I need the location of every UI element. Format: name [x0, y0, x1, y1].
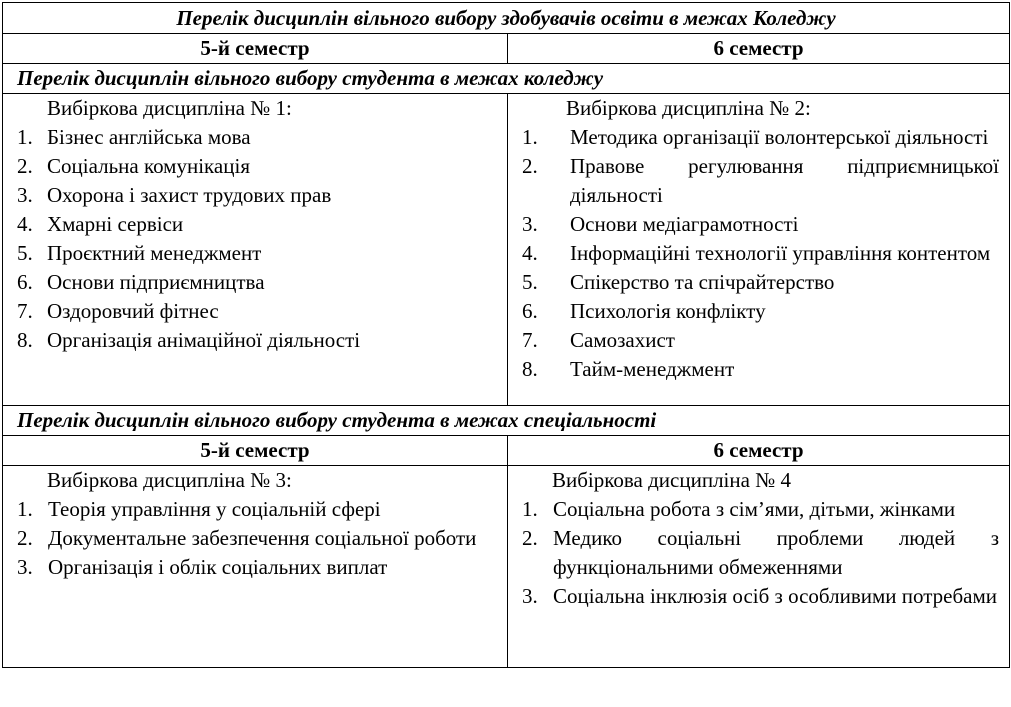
list-item-number: 2.: [17, 526, 33, 550]
list-item-text: Охорона і захист трудових прав: [47, 183, 332, 207]
list-item-number: 7.: [17, 299, 33, 323]
semester-5-header-2: 5-й семестр: [3, 436, 508, 466]
list-item-number: 5.: [17, 241, 33, 265]
list-item-number: 6.: [17, 270, 33, 294]
list-item-text: Основи підприємництва: [47, 270, 265, 294]
semester-5-header: 5-й семестр: [3, 34, 508, 64]
list-item-text: Інформаційні технології управління контентом: [570, 241, 991, 265]
list-item-text: Проєктний менеджмент: [47, 241, 262, 265]
elective-4-list: [522, 495, 999, 611]
list-item-number: 6.: [522, 299, 538, 323]
section-heading-row-2: [3, 406, 1010, 436]
elective-1-cell: [3, 94, 508, 406]
list-item-text: Соціальна комунікація: [47, 154, 250, 178]
list-item-number: 5.: [522, 270, 538, 294]
list-item-text: Соціальна робота з сім’ями, дітьми, жінками: [553, 497, 956, 521]
list-item-text: Документальне забезпечення соціальної роботи: [48, 526, 477, 550]
list-item-text: Бізнес англійська мова: [47, 125, 251, 149]
list-item-number: 3.: [522, 212, 538, 236]
list-item-number: 1.: [522, 125, 538, 149]
list-item-text: Психологія конфлікту: [570, 299, 766, 323]
list-item: [17, 239, 497, 268]
list-item: [522, 210, 999, 239]
list-item: [17, 181, 497, 210]
section-body-row-2: [3, 466, 1010, 668]
elective-4-cell: [508, 466, 1010, 668]
list-item: [522, 297, 999, 326]
list-item-text: Оздоровчий фітнес: [47, 299, 219, 323]
list-item-number: 1.: [522, 497, 538, 521]
section-heading-college: Перелік дисциплін вільного вибору студента в межах коледжу: [3, 64, 1010, 94]
elective-1-list: [17, 123, 497, 355]
elective-2-subtitle: Вибіркова дисципліна № 2:: [566, 96, 811, 120]
list-item: [17, 553, 497, 582]
elective-1-subtitle: Вибіркова дисципліна № 1:: [47, 96, 292, 120]
section-heading-row-1: [3, 64, 1010, 94]
list-item-text: Хмарні сервіси: [47, 212, 184, 236]
section-heading-specialty: Перелік дисциплін вільного вибору студента в межах спеціальності: [3, 406, 1010, 436]
semester-6-header: 6 семестр: [508, 34, 1010, 64]
list-item-text: Спікерство та спічрайтерство: [570, 270, 835, 294]
list-item-number: 8.: [17, 328, 33, 352]
list-item-text: Медико соціальні проблеми людей з функціональними обмеженнями: [553, 526, 999, 579]
list-item: [17, 123, 497, 152]
list-item-text: Соціальна інклюзія осіб з особливими потребами: [553, 584, 997, 608]
list-item-text: Основи медіаграмотності: [570, 212, 799, 236]
list-item-number: 2.: [522, 154, 538, 178]
table-title: Перелік дисциплін вільного вибору здобувачів освіти в межах Коледжу: [3, 3, 1010, 34]
list-item-text: Самозахист: [570, 328, 675, 352]
elective-3-list: [17, 495, 497, 582]
list-item: [522, 239, 999, 268]
semester-6-header-2: 6 семестр: [508, 436, 1010, 466]
list-item-text: Організація анімаційної діяльності: [47, 328, 361, 352]
list-item-number: 1.: [17, 125, 33, 149]
section-body-row-1: [3, 94, 1010, 406]
list-item: [17, 326, 497, 355]
elective-4-subtitle: Вибіркова дисципліна № 4: [552, 468, 791, 492]
list-item-number: 3.: [17, 183, 33, 207]
list-item-number: 2.: [522, 526, 538, 550]
list-item: [522, 123, 999, 152]
list-item-text: Правове регулювання підприємницької діяльності: [570, 154, 999, 207]
list-item-text: Теорія управління у соціальній сфері: [48, 497, 381, 521]
list-item: [522, 582, 999, 611]
list-item: [17, 268, 497, 297]
list-item: [17, 524, 497, 553]
list-item-text: Організація і облік соціальних виплат: [48, 555, 388, 579]
list-item-text: Тайм-менеджмент: [570, 357, 735, 381]
list-item: [17, 495, 497, 524]
list-item-number: 8.: [522, 357, 538, 381]
list-item-number: 4.: [522, 241, 538, 265]
list-item: [522, 355, 999, 384]
list-item-number: 7.: [522, 328, 538, 352]
list-item-number: 2.: [17, 154, 33, 178]
elective-2-cell: [508, 94, 1010, 406]
elective-3-cell: [3, 466, 508, 668]
semester-header-row-2: [3, 436, 1010, 466]
elective-2-list: [522, 123, 999, 384]
list-item: [522, 152, 999, 210]
list-item: [522, 326, 999, 355]
list-item: [522, 268, 999, 297]
list-item: [17, 152, 497, 181]
list-item: [17, 210, 497, 239]
list-item: [522, 495, 999, 524]
semester-header-row-1: [3, 34, 1010, 64]
list-item-number: 4.: [17, 212, 33, 236]
elective-3-subtitle: Вибіркова дисципліна № 3:: [47, 468, 292, 492]
list-item: [522, 524, 999, 582]
list-item: [17, 297, 497, 326]
list-item-number: 1.: [17, 497, 33, 521]
list-item-text: Методика організації волонтерської діяльності: [570, 125, 989, 149]
list-item-number: 3.: [17, 555, 33, 579]
disciplines-table: [2, 2, 1010, 668]
list-item-number: 3.: [522, 584, 538, 608]
table-title-row: [3, 3, 1010, 34]
